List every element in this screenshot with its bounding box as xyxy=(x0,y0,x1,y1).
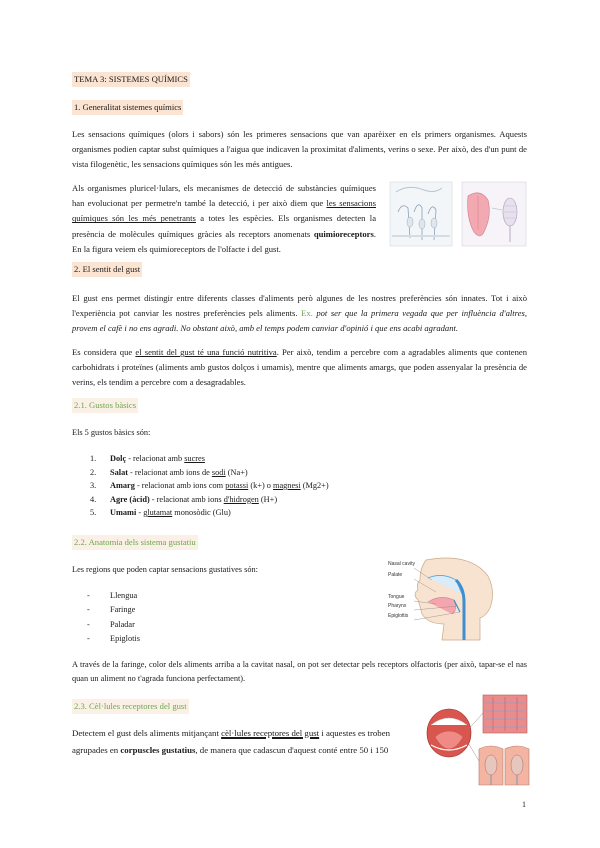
taste-name: Agre (àcid) xyxy=(110,494,150,504)
taste-desc: - relacionat amb xyxy=(126,454,185,463)
head-anatomy-illustration xyxy=(392,554,510,642)
basic-tastes-list xyxy=(90,452,510,520)
taste-name: Umami xyxy=(110,508,137,517)
taste-name: Amarg xyxy=(110,481,135,490)
list-item xyxy=(87,603,310,617)
section-2-3-paragraph xyxy=(72,725,390,759)
taste-underlined: potassi xyxy=(225,481,249,490)
taste-underlined: sodi xyxy=(211,467,226,477)
list-item xyxy=(90,479,510,493)
taste-buds-illustration xyxy=(423,691,530,789)
s23-underlined: cèl·lules receptores del gust xyxy=(221,728,320,738)
taste-name: Salat xyxy=(110,467,128,477)
taste-desc: - relacionat amb ions xyxy=(149,494,224,504)
list-item xyxy=(90,452,510,466)
s2-p1-italic: pot ser que la primera vegada que per influència d'altres, provem el cafè i no ens agradi. No obstant això, amb el temps podem canviar d'opinió i que ens acabi agradant. xyxy=(72,308,527,334)
list-dash: - xyxy=(87,619,90,629)
taste-underlined: sucres xyxy=(184,454,205,463)
page-number: 1 xyxy=(522,800,526,809)
p2-bold: quimioreceptors xyxy=(313,228,374,239)
taste-underlined: glutamat xyxy=(143,508,173,517)
list-number: 3. xyxy=(90,481,97,490)
section-2-2-paragraph: A través de la faringe, color dels aliments arriba a la cavitat nasal, on pot ser detectar pels receptors olfactoris (per això, tapar-se el nas quan un aliment no t'agrada funciona perfectament). xyxy=(72,660,527,683)
section-2-paragraph-1 xyxy=(72,291,527,337)
taste-desc-tail: monosòdic (Glu) xyxy=(172,508,231,517)
chemoreceptors-illustration xyxy=(388,178,528,248)
label-tongue: Tongue xyxy=(388,594,405,600)
taste-desc: - relacionat amb ions com xyxy=(134,481,226,490)
taste-desc-mid: (k+) o xyxy=(248,481,274,490)
region-name: Epiglotis xyxy=(110,633,140,643)
section-1-heading: 1. Generalitat sistemes químics xyxy=(72,100,183,115)
taste-desc: - relacionat amb ions de xyxy=(127,467,212,477)
section-2-2-heading: 2.2. Anatomia dels sistema gustatiu xyxy=(72,535,198,550)
label-pharynx: Pharynx xyxy=(388,603,407,609)
taste-desc-tail: (Mg2+) xyxy=(300,481,329,490)
s2-p2-text-b: . Per això, tendim a percebre com a agradables aliments que contenen carbohidrats i proteïnes (aliments amb gustos dolços i umamis), mentre que aliments amargs, que poden assenyalar la presència de verins, els tendim a percebre com a desagradables. xyxy=(72,347,528,388)
label-palate: Palate xyxy=(388,572,403,578)
list-number: 5. xyxy=(90,508,97,517)
taste-buds-figure xyxy=(423,691,530,789)
taste-desc: - xyxy=(136,508,144,517)
section-1-paragraph-1: Les sensacions químiques (olors i sabors) són les primeres sensacions que van aparèixer en els primers organismes. Aquests organismes podien captar subst químiques a l'aigua que indicaven la proximitat d'aliments, verins o sexe. Per això, des d'un punt de vista filogenètic, les sensacions químiques són les més antigues. xyxy=(72,129,527,170)
list-number: 4. xyxy=(90,494,97,504)
section-2-3-heading: 2.3. Cèl·lules receptores del gust xyxy=(72,699,189,714)
s2-p2-text-a: Es considera que xyxy=(72,347,136,357)
list-dash: - xyxy=(87,591,90,600)
region-name: Llengua xyxy=(110,591,138,600)
page-title: TEMA 3: SISTEMES QUÍMICS xyxy=(72,72,190,87)
chemoreceptors-figure xyxy=(388,178,528,248)
list-dash: - xyxy=(87,633,90,643)
list-dash: - xyxy=(87,605,90,615)
section-2-paragraph-2 xyxy=(72,345,527,391)
gustatory-regions-list xyxy=(87,589,310,646)
list-item xyxy=(90,466,510,480)
list-item xyxy=(87,632,310,646)
list-item xyxy=(90,493,510,507)
s2-p2-underlined: el sentit del gust té una funció nutritiva xyxy=(135,347,277,357)
taste-desc-tail: (Na+) xyxy=(225,467,248,477)
p2-text-b: a totes les espècies. Els organismes detecten la presència de molècules químiques gràcies als receptors anomenats xyxy=(72,213,377,239)
s2-p1-example-label: Ex. xyxy=(301,308,313,319)
p2-underlined: les sensacions químiques són les més penetrants xyxy=(72,198,376,224)
p2-text-c: . En la figura veiem els quimioreceptors de l'olfacte i del gust. xyxy=(72,228,376,254)
label-epiglottis: Epiglottis xyxy=(388,613,409,619)
section-2-heading: 2. El sentit del gust xyxy=(72,262,142,277)
s2-p1-text: El gust ens permet distingir entre diferents classes d'aliments però algunes de les nostres preferències són innates. Tot i això l'experiència pot canviar les nostres preferències pels aliments. xyxy=(72,293,527,319)
list-number: 1. xyxy=(90,454,97,463)
section-2-1-heading: 2.1. Gustos bàsics xyxy=(72,398,138,413)
taste-desc-tail: (H+) xyxy=(258,494,278,504)
region-name: Paladar xyxy=(110,619,135,629)
taste-name: Dolç xyxy=(110,454,127,463)
p2-text-a: Als organismes pluricel·lulars, els mecanismes de detecció de substàncies químiques han evolucionat per permetre'n també la detecció, i per això diem que xyxy=(72,183,376,209)
section-1-paragraph-2 xyxy=(72,181,376,257)
s23-text-a: Detectem el gust dels aliments mitjançant xyxy=(72,728,222,738)
list-item xyxy=(90,506,510,520)
s23-bold: corpuscles gustatius xyxy=(120,745,196,755)
taste-underlined: d'hidrogen xyxy=(223,494,259,504)
label-nasal-cavity: Nasal cavity xyxy=(388,561,415,567)
section-2-2-intro: Les regions que poden captar sensacions gustatives són: xyxy=(72,565,258,574)
list-item xyxy=(87,618,310,632)
s23-text-c: , de manera que cadascun d'aquest conté entre 50 i 150 xyxy=(195,745,389,755)
head-anatomy-figure xyxy=(388,554,510,642)
s23-text-b: i aquestes es troben agrupades en xyxy=(72,728,391,755)
taste-underlined-2: magnesi xyxy=(273,481,301,490)
list-item xyxy=(87,589,310,603)
region-name: Faringe xyxy=(110,605,136,615)
list-number: 2. xyxy=(90,467,97,477)
section-2-1-intro: Els 5 gustos bàsics són: xyxy=(72,428,151,437)
